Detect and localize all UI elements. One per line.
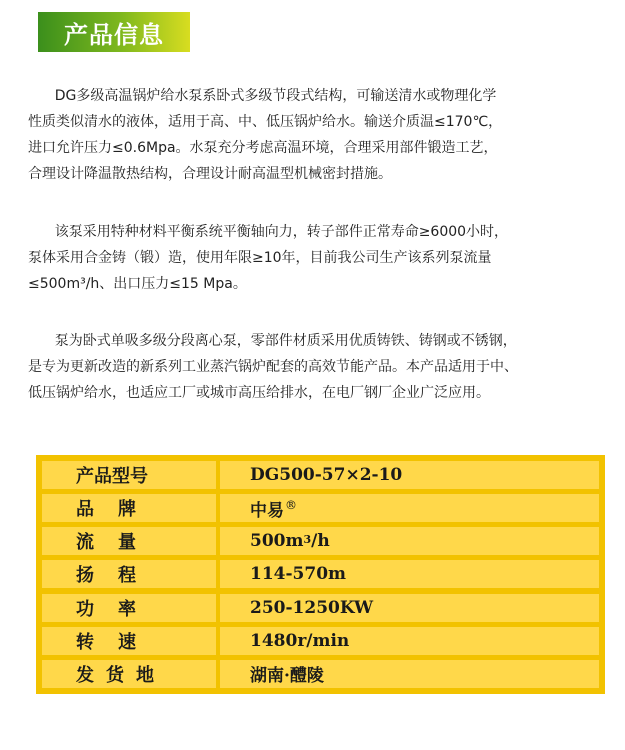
- section-title: 产品信息: [64, 20, 164, 49]
- description-paragraph-2: 该泵采用特种材料平衡系统平衡轴向力，转子部件正常寿命≥6000小时， 泵体采用合金铸（锻）造，使用年限≥10年，目前我公司生产该系列泵流量 ≤500m³/h、出口压力≤15 Mpa。: [28, 224, 509, 292]
- spec-row-flow: [42, 527, 599, 555]
- spec-value-speed: 1480r/min: [220, 627, 599, 655]
- spec-table: [36, 455, 605, 694]
- spec-value-power: 250-1250KW: [220, 594, 599, 622]
- brand-name: 中易: [250, 500, 284, 521]
- spec-label-brand: 品牌: [42, 494, 216, 522]
- spec-value-origin: 湖南·醴陵: [220, 660, 599, 688]
- spec-label-speed: 转速: [42, 627, 216, 655]
- spec-row-head: [42, 560, 599, 588]
- description-paragraph-3: 泵为卧式单吸多级分段离心泵，零部件材质采用优质铸铁、铸钢或不锈钢， 是专为更新改造的新系列工业蒸汽锅炉配套的高效节能产品。本产品适用于中、 低压锅炉给水，也适应工厂或城市高压给排水，在电厂钢厂企业广泛应用。: [28, 333, 518, 401]
- spec-value-head: 114-570m: [220, 560, 599, 588]
- registered-mark: ®: [285, 498, 297, 513]
- spec-row-speed: [42, 627, 599, 655]
- description-paragraph-1: DG多级高温锅炉给水泵系卧式多级节段式结构，可输送清水或物理化学 性质类似清水的液体，适用于高、中、低压锅炉给水。输送介质温≤170℃， 进口允许压力≤0.6Mpa。水泵充分考虑高温环境，合理采用部件锻造工艺， 合理设计降温散热结构，合理设计耐高温型机械密封措施。: [28, 88, 503, 182]
- spec-row-brand: [42, 494, 599, 522]
- flow-exponent: 3: [303, 532, 312, 546]
- spec-row-origin: [42, 660, 599, 688]
- spec-label-flow: 流量: [42, 527, 216, 555]
- spec-value-flow: [220, 527, 599, 555]
- spec-label-origin: 发货地: [42, 660, 216, 688]
- flow-value: 500m: [250, 531, 304, 552]
- section-title-banner: [38, 12, 190, 52]
- spec-label-model: 产品型号: [42, 461, 216, 489]
- spec-label-head: 扬程: [42, 560, 216, 588]
- spec-value-model: DG500-57×2-10: [220, 461, 599, 489]
- spec-row-power: [42, 594, 599, 622]
- flow-unit: /h: [311, 531, 330, 552]
- spec-value-brand: [220, 494, 599, 522]
- spec-row-model: [42, 461, 599, 489]
- spec-label-power: 功率: [42, 594, 216, 622]
